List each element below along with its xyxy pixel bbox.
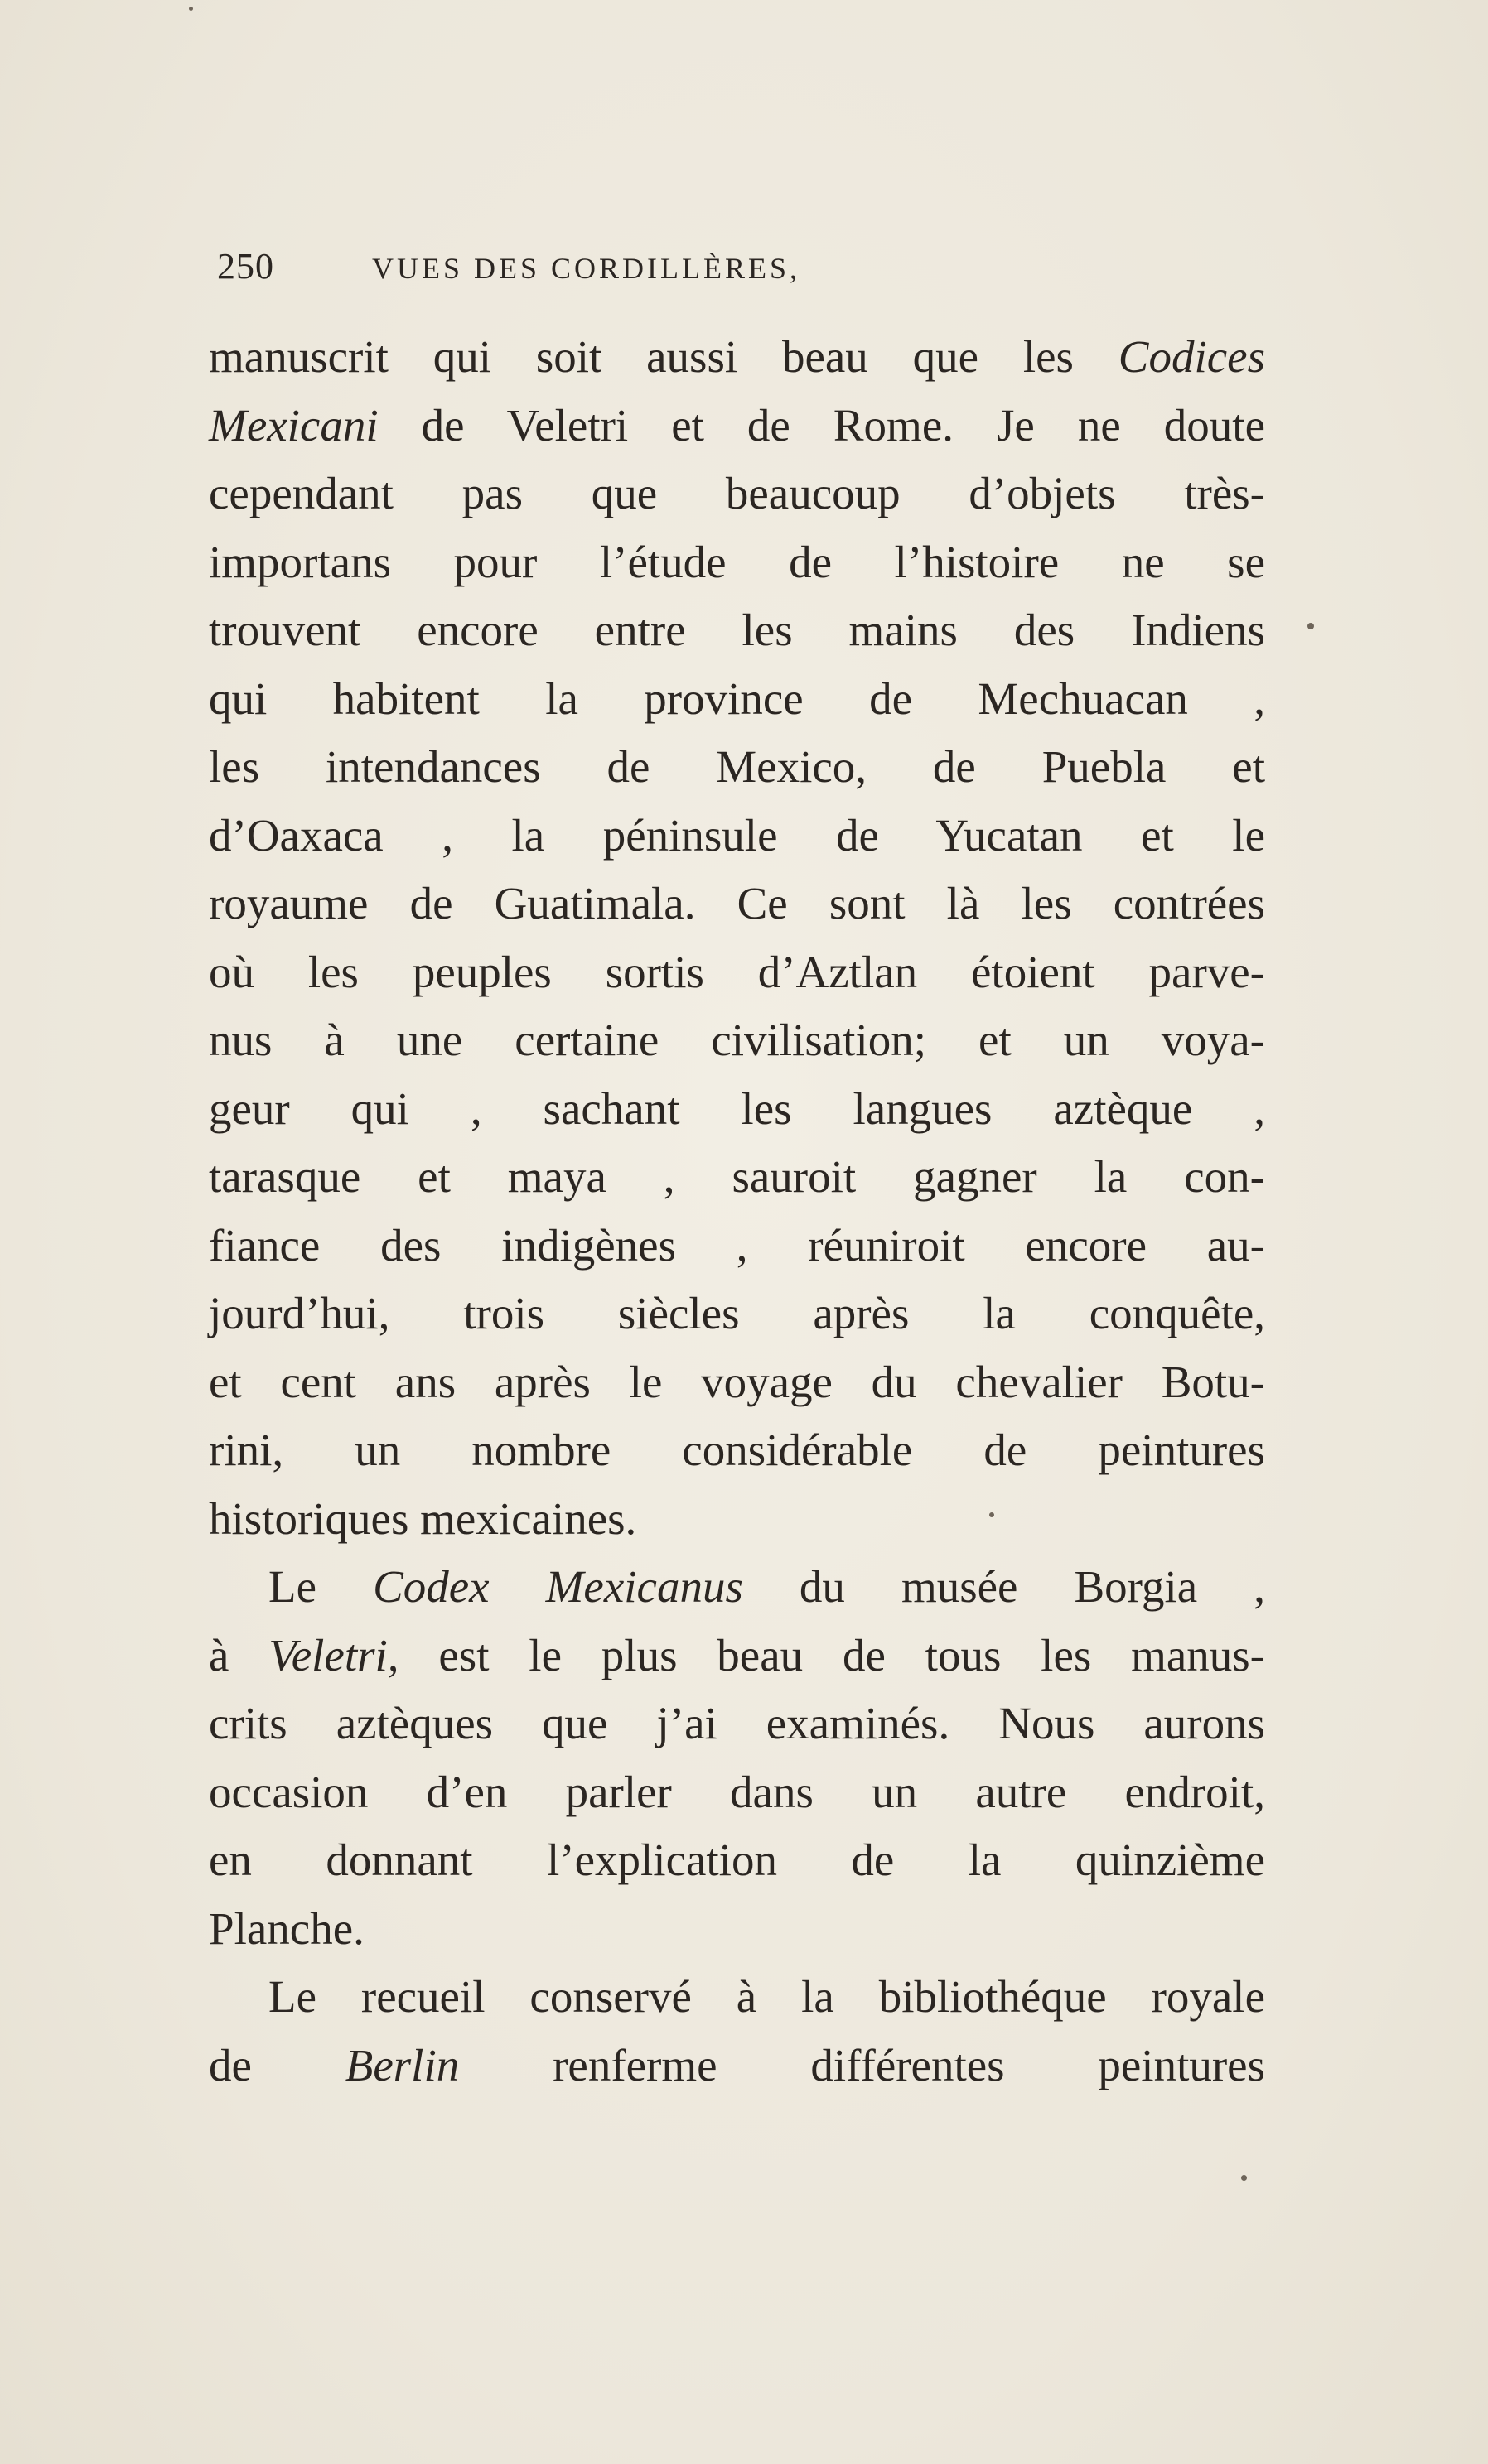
text-span: d’Oaxaca , la péninsule de Yucatan et le — [209, 809, 1265, 861]
text-line — [209, 802, 1265, 870]
text-span: renferme différentes peintures — [459, 2039, 1265, 2090]
text-line — [209, 733, 1265, 802]
text-line — [209, 392, 1265, 460]
text-line — [209, 323, 1265, 392]
page-number: 250 — [217, 246, 274, 287]
text-line — [209, 460, 1265, 528]
text-line — [209, 1212, 1265, 1280]
text-line — [209, 1622, 1265, 1690]
paper-speck — [189, 7, 193, 11]
text-line — [209, 1895, 1265, 1964]
text-span: rini, un nombre considérable de peintures — [209, 1425, 1265, 1475]
text-line — [209, 665, 1265, 734]
text-span: qui habitent la province de Mechuacan , — [209, 673, 1265, 724]
italic-text: Codices — [1118, 331, 1265, 382]
text-line — [209, 1553, 1265, 1622]
text-span: de Veletri et de Rome. Je ne doute — [378, 399, 1265, 451]
text-span: tarasque et maya , sauroit gagner la con- — [209, 1151, 1265, 1202]
text-line — [209, 1280, 1265, 1348]
text-line — [209, 2032, 1265, 2100]
text-span: de — [209, 2039, 345, 2090]
text-line — [209, 1826, 1265, 1895]
text-span: manuscrit qui soit aussi beau que les — [209, 331, 1118, 382]
text-span: historiques mexicaines. — [209, 1492, 637, 1544]
text-line — [209, 1690, 1265, 1758]
paper-speck — [1241, 2175, 1247, 2181]
text-span: où les peuples sortis d’Aztlan étoient parve- — [209, 946, 1265, 997]
text-span: nus à une certaine civilisation; et un voya- — [209, 1015, 1265, 1065]
text-line — [209, 1143, 1265, 1212]
text-span: importans pour l’étude de l’histoire ne se — [209, 536, 1265, 587]
italic-text: Veletri, — [268, 1629, 399, 1680]
text-span: fiance des indigènes , réuniroit encore au- — [209, 1219, 1265, 1271]
text-line — [209, 1075, 1265, 1144]
text-line — [209, 870, 1265, 938]
text-span: à — [209, 1629, 269, 1680]
text-span: cependant pas que beaucoup d’objets très- — [209, 468, 1265, 518]
text-line — [209, 1348, 1265, 1417]
text-span: royaume de Guatimala. Ce sont là les contrées — [209, 878, 1265, 928]
text-span: et cent ans après le voyage du chevalier Botu- — [209, 1356, 1265, 1407]
page-header — [217, 245, 1046, 303]
text-line — [209, 1416, 1265, 1485]
text-line — [209, 1758, 1265, 1827]
text-span: du musée Borgia , — [742, 1561, 1265, 1612]
paper-speck — [1307, 623, 1314, 629]
body-text — [209, 323, 1265, 2100]
text-span: trouvent encore entre les mains des Indiens — [209, 605, 1265, 655]
text-span: les intendances de Mexico, de Puebla et — [209, 741, 1265, 792]
italic-text: Mexicani — [209, 399, 379, 451]
text-line — [209, 596, 1265, 665]
text-span: Le — [268, 1561, 374, 1612]
text-line — [209, 1485, 1265, 1554]
text-span: en donnant l’explication de la quinzième — [209, 1835, 1265, 1885]
text-span: occasion d’en parler dans un autre endroit, — [209, 1766, 1265, 1817]
text-span: crits aztèques que j’ai examinés. Nous aurons — [209, 1698, 1265, 1748]
text-line — [209, 1963, 1265, 2032]
paper-speck — [989, 1512, 994, 1517]
text-line — [209, 528, 1265, 597]
italic-text: Berlin — [345, 2039, 460, 2090]
text-span: est le plus beau de tous les manus- — [399, 1629, 1265, 1680]
text-span: Planche. — [209, 1902, 365, 1954]
italic-text: Codex Mexicanus — [373, 1561, 743, 1612]
text-span: jourd’hui, trois siècles après la conquête, — [209, 1288, 1265, 1338]
text-span: geur qui , sachant les langues aztèque , — [209, 1083, 1265, 1134]
running-head: VUES DES CORDILLÈRES, — [372, 252, 801, 285]
text-line — [209, 938, 1265, 1007]
text-span: Le recueil conservé à la bibliothéque royale — [268, 1971, 1265, 2022]
text-line — [209, 1006, 1265, 1075]
